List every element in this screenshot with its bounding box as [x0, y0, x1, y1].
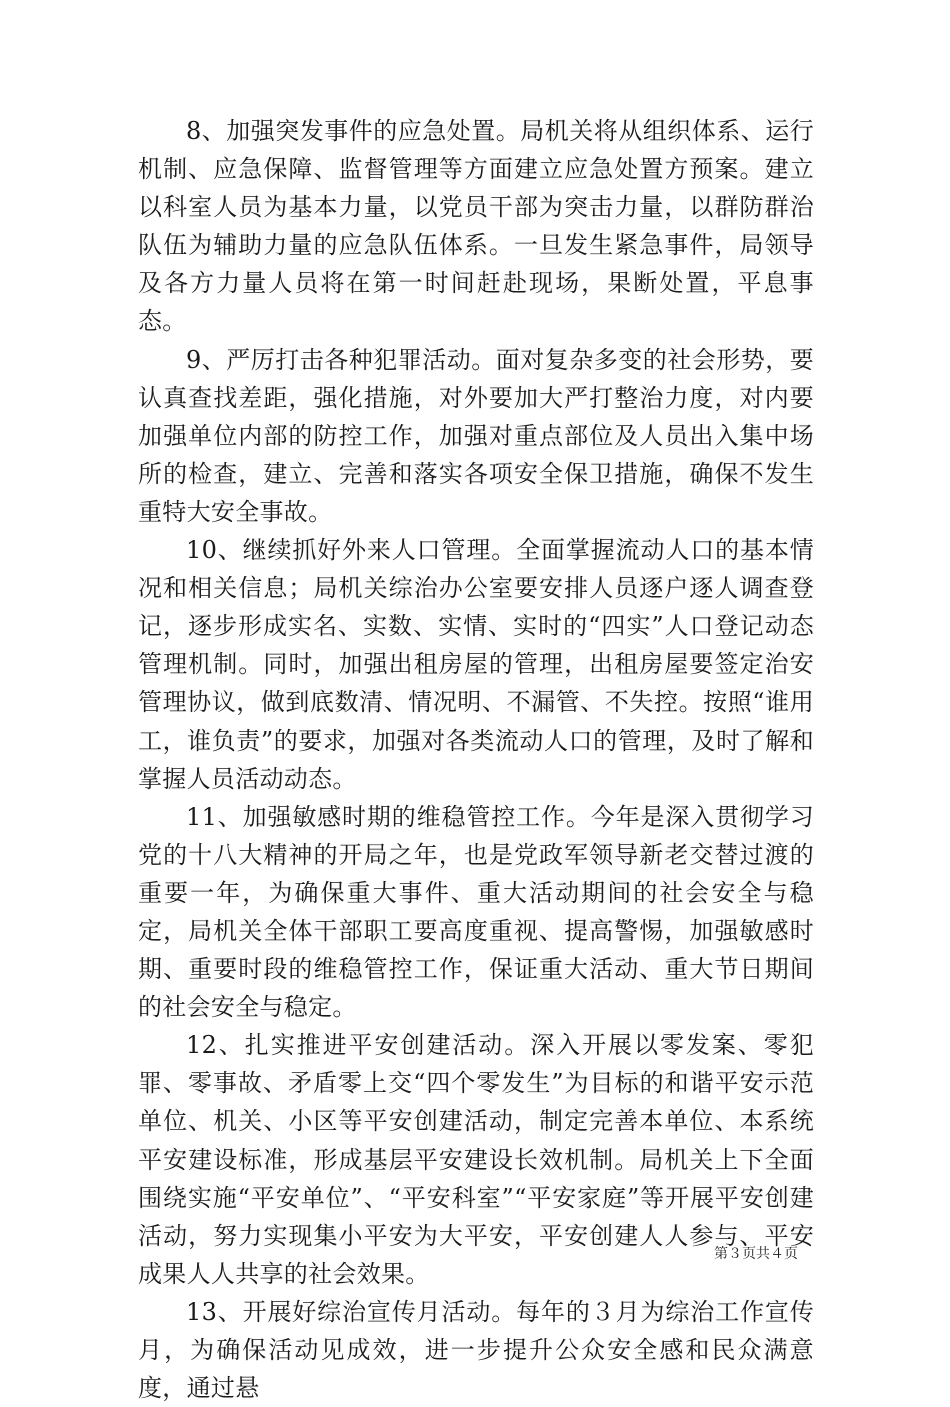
paragraph-item-11: 11、加强敏感时期的维稳管控工作。今年是深入贯彻学习党的十八大精神的开局之年，也是党政军领导新老交替过渡的重要一年，为确保重大事件、重大活动期间的社会安全与稳定，局机关全体干部职工要高度重视、提高警惕，加强敏感时期、重要时段的维稳管控工作，保证重大活动、重大节日期间的社会安全与稳定。 [138, 802, 814, 1022]
paragraph-item-8: 8、加强突发事件的应急处置。局机关将从组织体系、运行机制、应急保障、监督管理等方面建立应急处置方预案。建立以科室人员为基本力量，以党员干部为突击力量，以群防群治队伍为辅助力量的应急队伍体系。一旦发生紧急事件，局领导及各方力量人员将在第一时间赶赴现场，果断处置，平息事态。 [138, 117, 814, 336]
paragraph-item-12: 12、扎实推进平安创建活动。深入开展以零发案、零犯罪、零事故、矛盾零上交“四个零发生”为目标的和谐平安示范单位、机关、小区等平安创建活动，制定完善本单位、本系统平安建设标准，形成基层平安建设长效机制。局机关上下全面围绕实施“平安单位”、“平安科室”“平安家庭”等开展平安创建活动，努力实现集小平安为大平安，平安创建人人参与、平安成果人人共享的社会效果。 [138, 1031, 814, 1288]
page-number-footer: 第３页共４页 [714, 1246, 798, 1262]
document-body [138, 112, 814, 1407]
paragraph-item-9: 9、严厉打击各种犯罪活动。面对复杂多变的社会形势，要认真查找差距，强化措施，对外要加大严打整治力度，对内要加强单位内部的防控工作，加强对重点部位及人员出入集中场所的检查，建立、完善和落实各项安全保卫措施，确保不发生重特大安全事故。 [138, 345, 814, 526]
paragraph-item-13: 13、开展好综治宣传月活动。每年的３月为综治工作宣传月，为确保活动见成效，进一步提升公众安全感和民众满意度，通过悬 [138, 1297, 814, 1403]
paragraph-item-10: 10、继续抓好外来人口管理。全面掌握流动人口的基本情况和相关信息；局机关综治办公室要安排人员逐户逐人调查登记，逐步形成实名、实数、实情、实时的“四实”人口登记动态管理机制。同时，加强出租房屋的管理，出租房屋要签定治安管理协议，做到底数清、情况明、不漏管、不失控。按照“谁用工，谁负责”的要求，加强对各类流动人口的管理，及时了解和掌握人员活动动态。 [138, 536, 814, 793]
